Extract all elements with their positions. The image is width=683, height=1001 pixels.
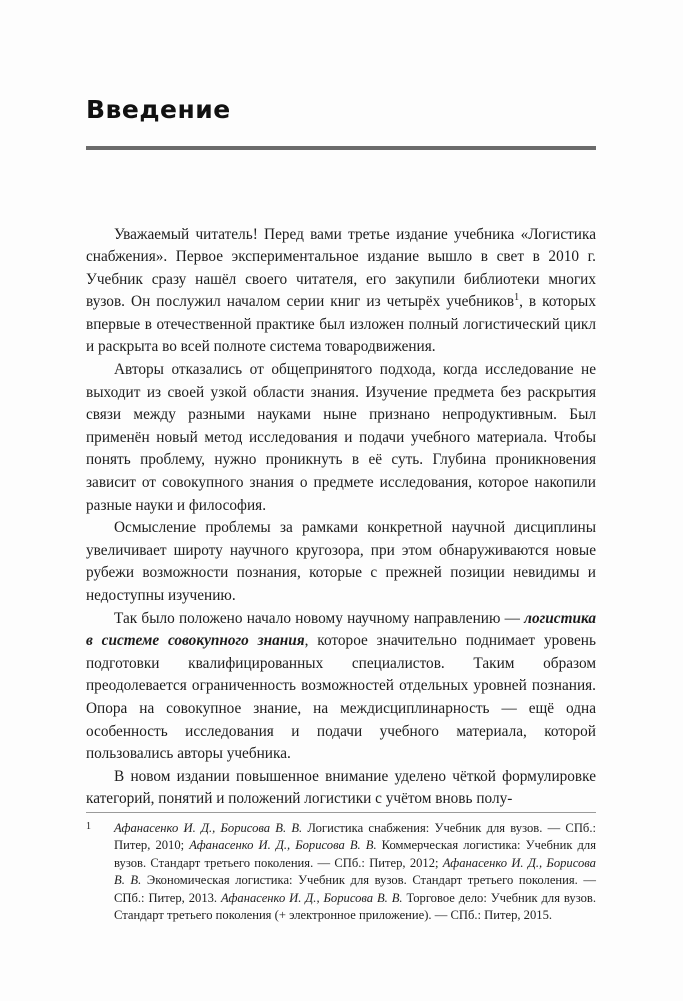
footnote-zone	[86, 812, 596, 924]
paragraph-2: Авторы отказались от общепринятого подхода, когда исследование не выходит из своей узкой области знания. Изучение предмета без раскрытия связи между разными науками ныне признано непродуктивным. Был применён новый метод исследования и подачи учебного материала. Чтобы понять проблему, нужно проникнуть в её суть. Глубина проникновения зависит от совокупного знания о предмете исследования, которое накопили разные науки и философия.	[86, 361, 596, 514]
paragraph-3: Осмысление проблемы за рамками конкретной научной дисциплины увеличивает широту научного кругозора, при этом обнаруживаются новые рубежи возможности познания, которые с прежней позиции невидимы и недоступны изучению.	[86, 519, 596, 604]
paragraph-4: Так было положено начало новому научному направлению — логистика в системе совокупного знания, которое значительно поднимает уровень подготовки квалифицированных специалистов. Таким образом преодолевается ограниченность возможностей отдельных уровней познания. Опора на совокупное знание, на междисциплинарность — ещё одна особенность исследования и подачи учебного материала, которой пользовались авторы учебника.	[86, 609, 596, 763]
paragraph-5: В новом издании повышенное внимание уделено чёткой формулировке категорий, понятий и положений логистики с учётом вновь полу-	[86, 767, 596, 808]
footnote-divider	[86, 812, 596, 813]
footnote-marker: 1	[86, 821, 91, 832]
page-title: Введение	[86, 95, 231, 124]
page-content	[86, 96, 596, 811]
body-text	[86, 224, 596, 811]
footnote-text: Афанасенко И. Д., Борисова В. В. Логистика снабжения: Учебник для вузов. — СПб.: Питер, 2010; Афанасенко И. Д., Борисова В. В. Коммерческая логистика: Учебник для вузов. Стандарт третьего поколения. — СПб.: Питер, 2012; Афанасенко И. Д., Борисова В. В. Экономическая логистика: Учебник для вузов. Стандарт третьего поколения. — СПб.: Питер, 2013. Афанасенко И. Д., Борисова В. В. Торговое дело: Учебник для вузов. Стандарт третьего поколения (+ электронное приложение). — СПб.: Питер, 2015.	[114, 821, 597, 923]
title-divider	[86, 146, 596, 150]
footnote	[86, 820, 596, 924]
paragraph-1: Уважаемый читатель! Перед вами третье издание учебника «Логистика снабжения». Первое экспериментальное издание вышло в свет в 2010 г. Учебник сразу нашёл своего читателя, его закупили библиотеки многих вузов. Он послужил началом серии книг из четырёх учебников$^1$, в которых впервые в отечественной практике был изложен полный логистический цикл и раскрыта во всей полноте система товародвижения.	[86, 225, 596, 356]
